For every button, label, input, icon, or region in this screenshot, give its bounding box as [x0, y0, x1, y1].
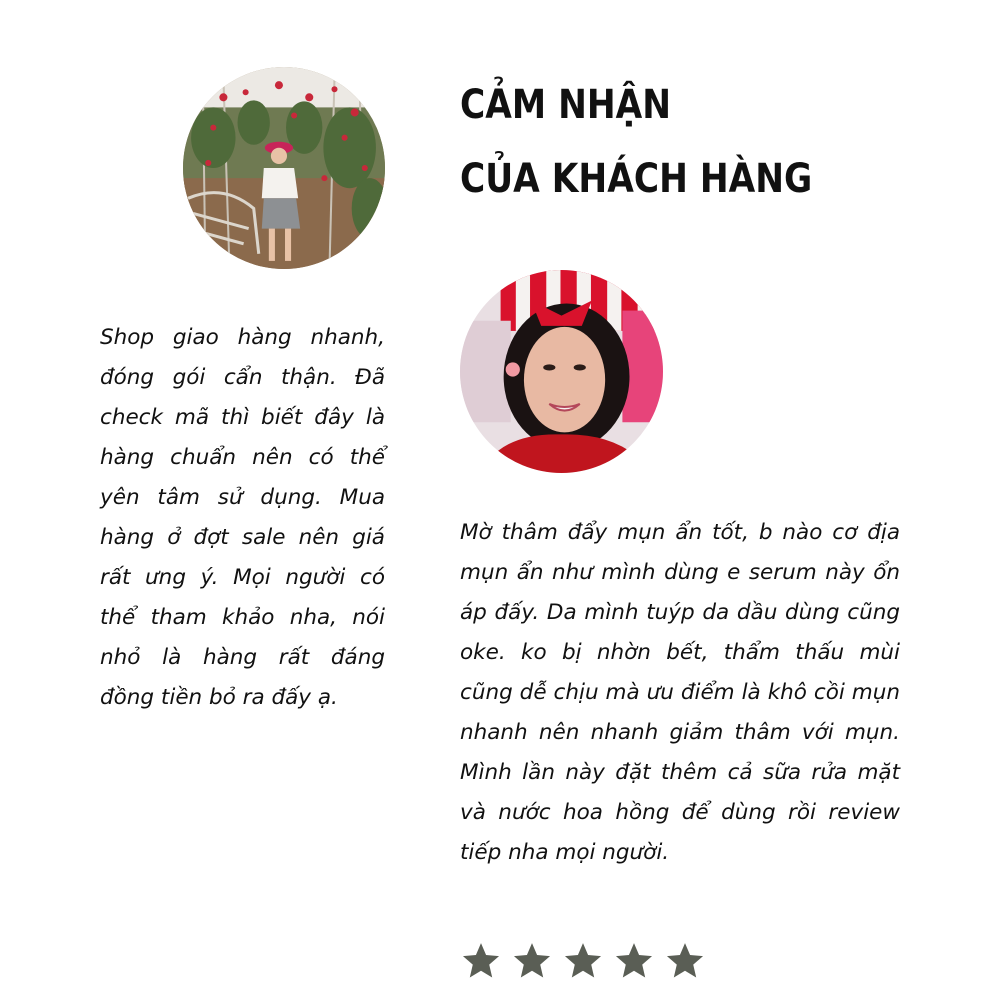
customer-photo-2 [460, 270, 663, 473]
customer-avatar-2 [460, 270, 663, 473]
star-icon [511, 940, 553, 982]
page-title-line-2: CỦA KHÁCH HÀNG [460, 156, 813, 202]
review-text-2: Mờ thâm đẩy mụn ẩn tốt, b nào cơ địa mụn ẩn như mình dùng e serum này ổn áp đấy. Da mình tuýp da dầu dùng cũng oke. ko bị nhờn bết, thẩm thấu mùi cũng dễ chịu mà ưu điểm là khô cồi mụn nhanh nên nhanh giảm thâm với mụn. Mình lần này đặt thêm cả sữa rửa mặt và nước hoa hồng để dùng rồi review tiếp nha mọi người. [460, 520, 900, 865]
page-title-line-1: CẢM NHẬN [460, 82, 672, 128]
review-text-1: Shop giao hàng nhanh, đóng gói cẩn thận. Đã check mã thì biết đây là hàng chuẩn nên có thể yên tâm sử dụng. Mua hàng ở đợt sale nên giá rất ưng ý. Mọi người có thể tham khảo nha, nói nhỏ là hàng rất đáng đồng tiền bỏ ra đấy ạ. [100, 325, 385, 710]
star-icon [613, 940, 655, 982]
customer-photo-1 [183, 67, 385, 269]
page-title [460, 68, 873, 216]
star-icon [562, 940, 604, 982]
star-icon [664, 940, 706, 982]
star-rating [460, 940, 706, 982]
customer-avatar-1 [183, 67, 385, 269]
star-icon [460, 940, 502, 982]
